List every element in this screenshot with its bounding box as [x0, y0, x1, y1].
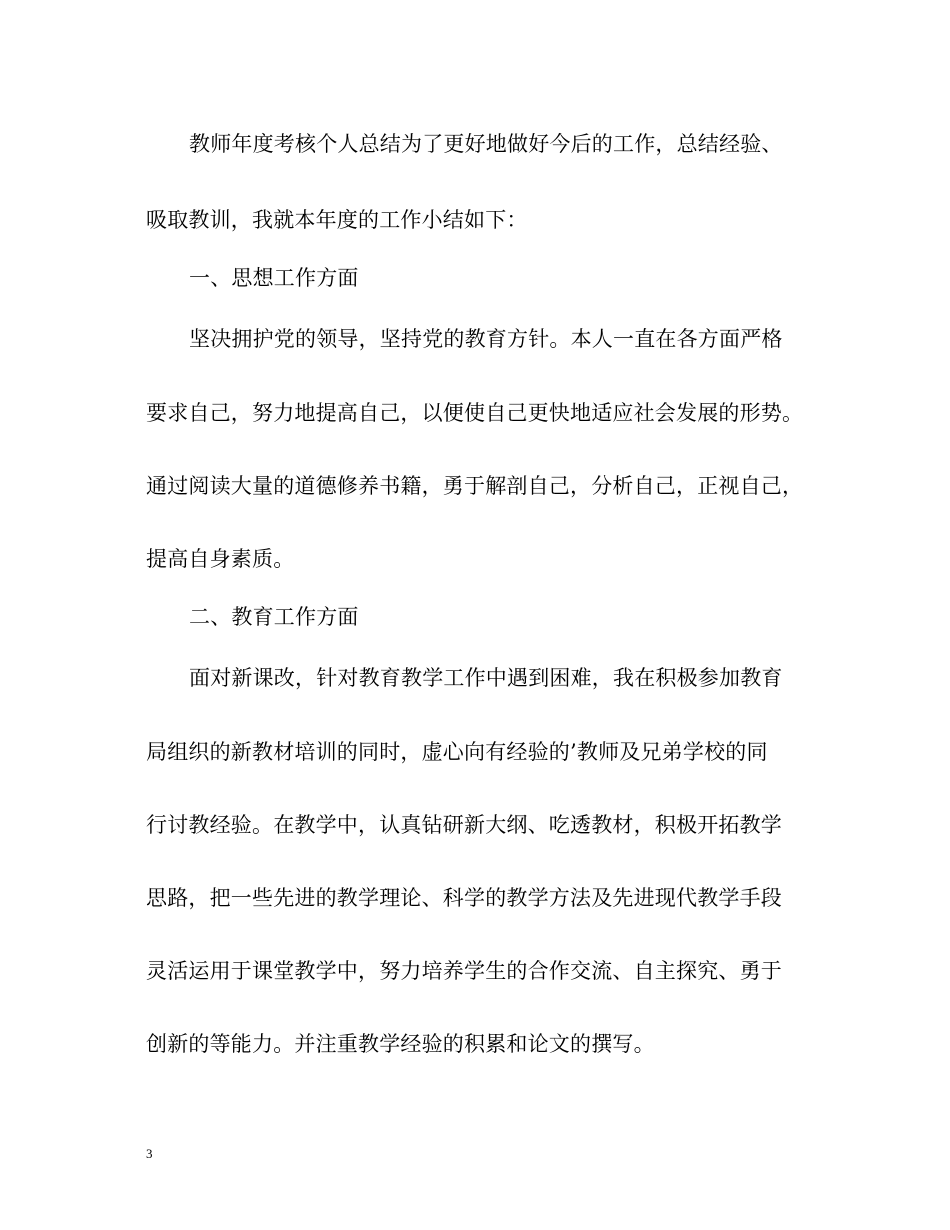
section-heading: 二、教育工作方面 — [189, 605, 359, 629]
section-heading: 一、思想工作方面 — [189, 266, 359, 290]
paragraph-line: 坚决拥护党的领导，坚持党的教育方针。本人一直在各方面严格 — [189, 327, 783, 351]
paragraph-line: 行讨教经验。在教学中，认真钻研新大纲、吃透教材，积极开拓教学 — [146, 813, 782, 837]
paragraph-line: 通过阅读大量的道德修养书籍，勇于解剖自己，分析自己，正视自己， — [146, 474, 804, 498]
paragraph-line: 创新的等能力。并注重教学经验的积累和论文的撰写。 — [146, 1032, 655, 1056]
paragraph-line: 要求自己，努力地提高自己，以便使自己更快地适应社会发展的形势。 — [146, 401, 804, 425]
page-number: 3 — [146, 1146, 153, 1161]
paragraph-line: 吸取教训，我就本年度的工作小结如下： — [146, 208, 528, 232]
paragraph-line: 局组织的新教材培训的同时，虚心向有经验的’教师及兄弟学校的同 — [146, 740, 768, 764]
paragraph-line: 面对新课改，针对教育教学工作中遇到困难，我在积极参加教育 — [189, 666, 783, 690]
paragraph-line: 提高自身素质。 — [146, 547, 295, 571]
paragraph-line: 教师年度考核个人总结为了更好地做好今后的工作，总结经验、 — [189, 132, 783, 156]
paragraph-line: 思路，把一些先进的教学理论、科学的教学方法及先进现代教学手段 — [146, 886, 782, 910]
paragraph-line: 灵活运用于课堂教学中，努力培养学生的合作交流、自主探究、勇于 — [146, 959, 782, 983]
